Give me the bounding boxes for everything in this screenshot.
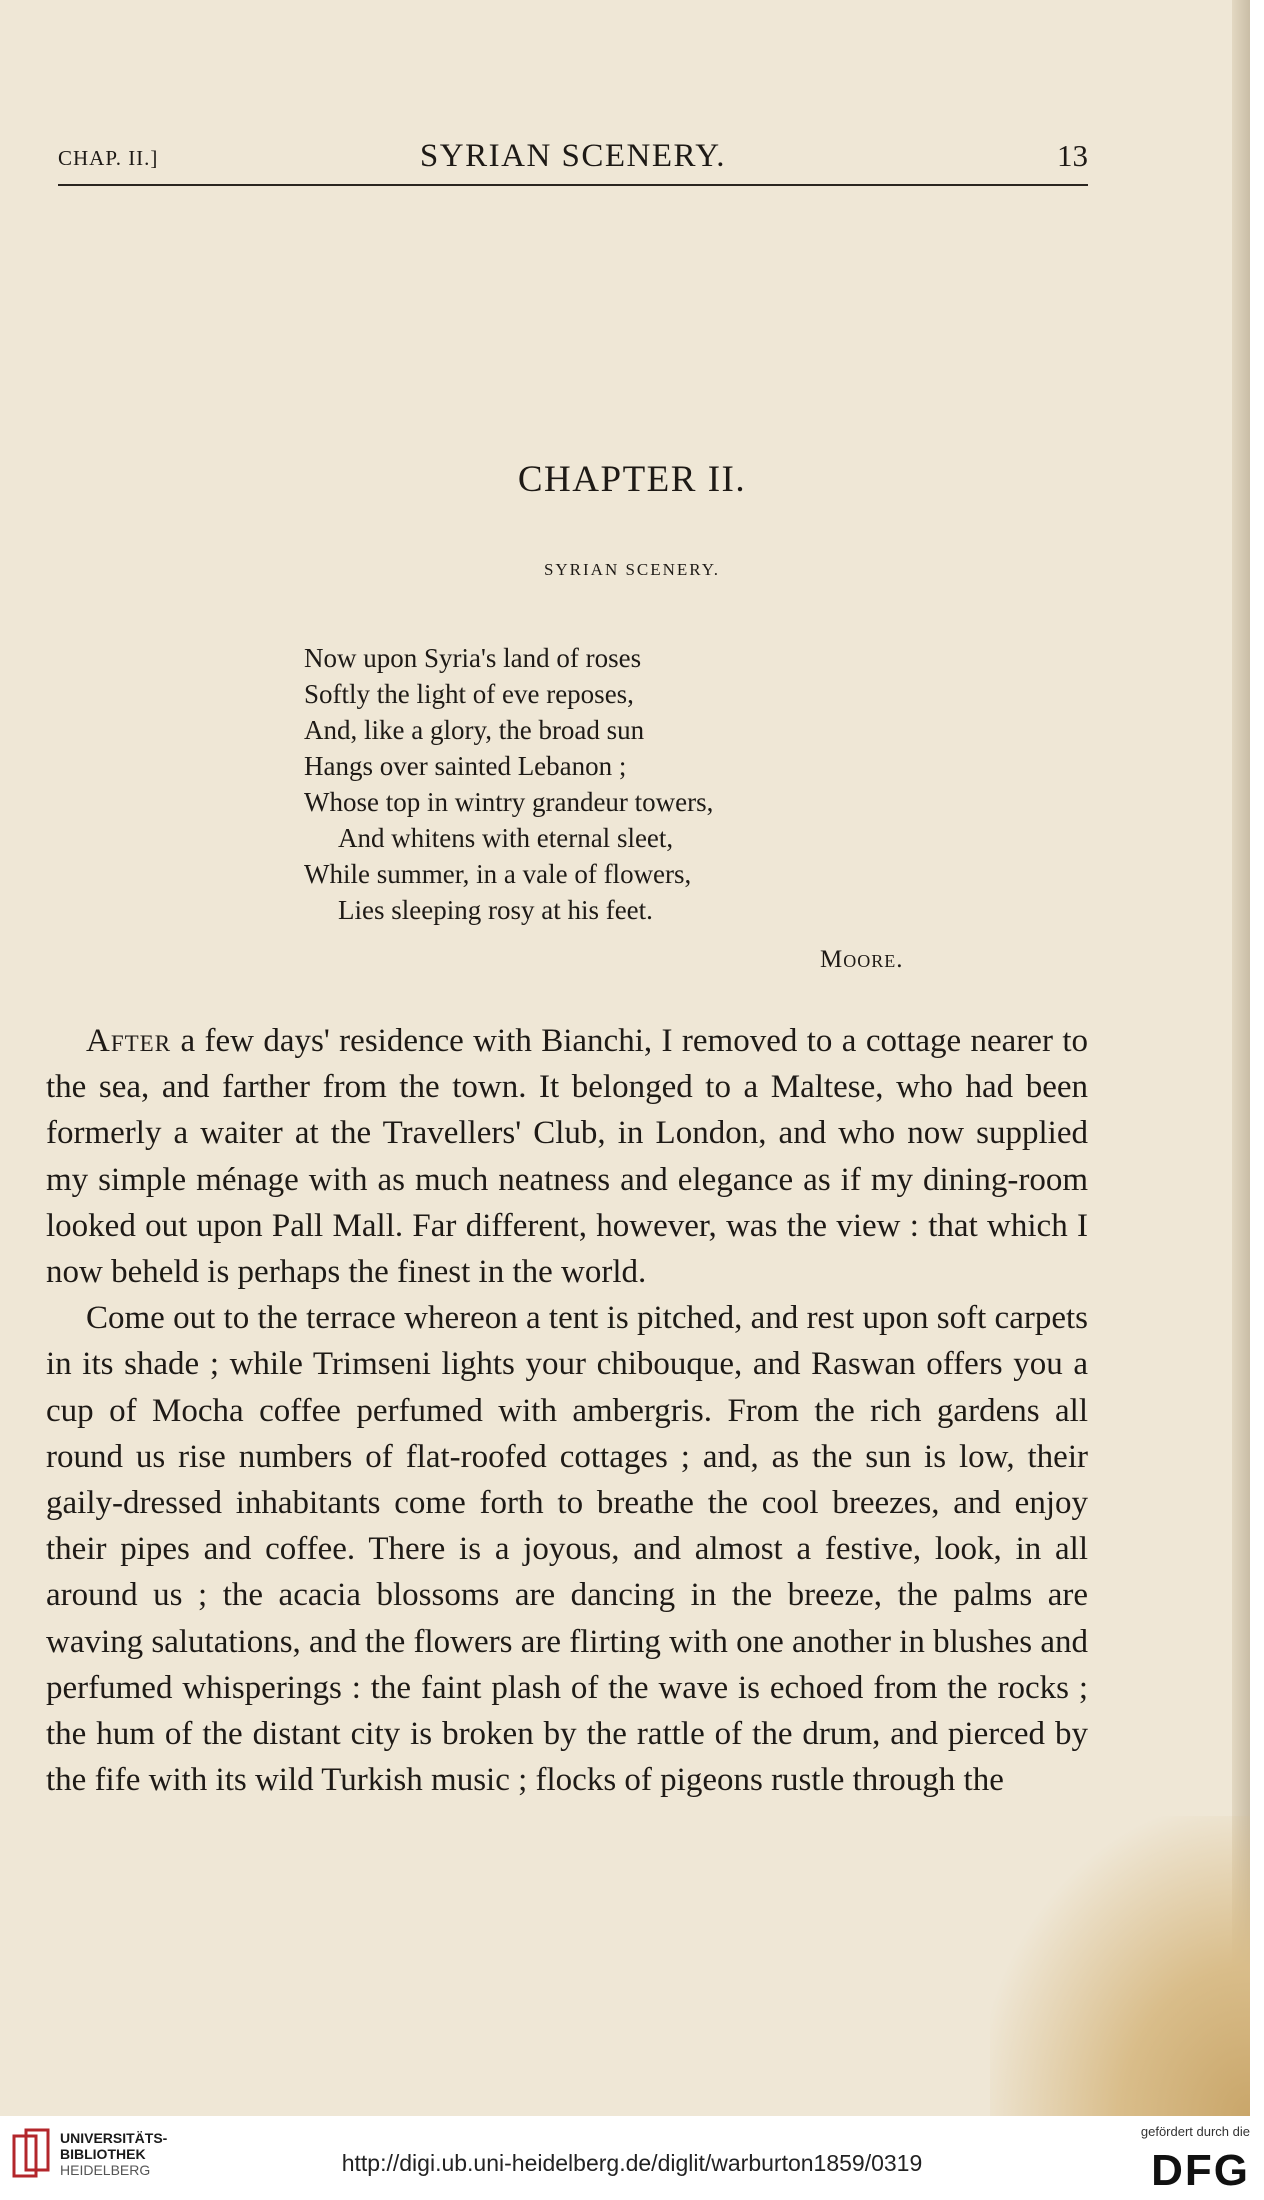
- poem-line: Lies sleeping rosy at his feet.: [338, 895, 653, 925]
- permalink-url[interactable]: http://digi.ub.uni-heidelberg.de/diglit/warburton1859/0319: [341, 2150, 923, 2176]
- paragraph: Come out to the terrace whereon a tent is pitched, and rest upon soft carpets in its shade ; while Trimseni lights your chibouque, and Raswan offers you a cup of Mocha coffee perfumed with ambergris. From the rich gardens all round us rise numbers of flat-roofed cottages ; and, as the sun is low, their gaily-dressed inhabitants come forth to breathe the cool breezes, and enjoy their pipes and coffee. There is a joyous, and almost a festive, look, in all around us ; the acacia blossoms are dancing in the breeze, the palms are waving salutations, and the flowers are flirting with one another in blushes and perfumed whisperings : the faint plash of the wave is echoed from the rocks ; the hum of the distant city is broken by the rattle of the drum, and pierced by the fife with its wild Turkish music ; flocks of pigeons rustle through the: [46, 1300, 1088, 1799]
- library-name-line: HEIDELBERG: [60, 2162, 151, 2178]
- page-edge: [1232, 0, 1250, 2116]
- chapter-subtitle: SYRIAN SCENERY.: [543, 560, 721, 579]
- poem-line: Whose top in wintry grandeur towers,: [304, 787, 714, 817]
- poem-line: And whitens with eternal sleet,: [338, 823, 674, 853]
- poem-attribution: Moore.: [820, 946, 904, 973]
- poem-line: And, like a glory, the broad sun: [304, 715, 645, 745]
- running-header: [58, 138, 1088, 178]
- poem-line: Now upon Syria's land of roses: [304, 643, 642, 673]
- chapter-reference: CHAP. II.]: [58, 146, 159, 170]
- poem-line: Hangs over sainted Lebanon ;: [304, 751, 627, 781]
- paper-stain: [990, 1816, 1250, 2116]
- body-text: [46, 1018, 1088, 1803]
- dfg-logo: DFG: [1151, 2146, 1250, 2195]
- paragraph: [46, 1018, 1088, 1295]
- funding-caption: gefördert durch die: [1140, 2124, 1250, 2139]
- header-rule: [58, 184, 1088, 186]
- chapter-title: CHAPTER II.: [517, 459, 747, 500]
- running-title: SYRIAN SCENERY.: [419, 138, 727, 174]
- epigraph-poem: [304, 640, 944, 928]
- library-name-line: UNIVERSITÄTS-: [60, 2130, 168, 2146]
- digitization-footer: [0, 2116, 1264, 2200]
- page-number: 13: [1057, 138, 1088, 173]
- poem-line: While summer, in a vale of flowers,: [304, 859, 692, 889]
- poem-line: Softly the light of eve reposes,: [304, 679, 634, 709]
- paragraph-text: a few days' residence with Bianchi, I removed to a cottage nearer to the sea, and farther from the town. It belonged to a Maltese, who had been formerly a waiter at the Travellers' Club, in London, and who now supplied my simple ménage with as much neatness and elegance as if my dining-room looked out upon Pall Mall. Far different, however, was the view : that which I now beheld is perhaps the finest in the world.: [46, 1023, 1088, 1291]
- library-name-line: BIBLIOTHEK: [60, 2146, 146, 2162]
- paragraph-lead: After: [86, 1023, 172, 1059]
